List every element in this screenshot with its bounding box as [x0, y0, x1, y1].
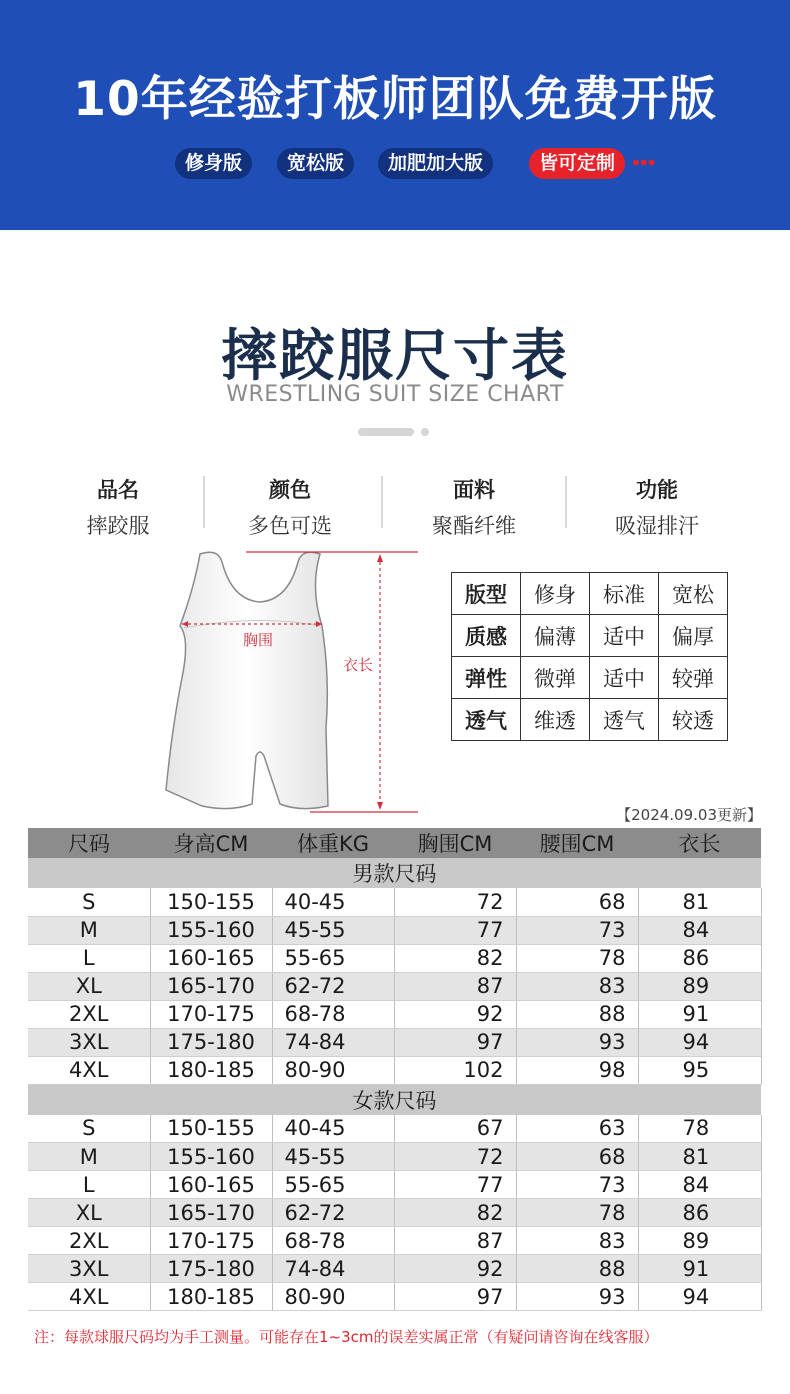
- attribute-cell: 微弹: [521, 657, 590, 699]
- decorative-dot: [421, 428, 429, 436]
- table-cell: 86: [638, 1199, 761, 1227]
- table-cell: L: [28, 944, 150, 972]
- table-row: [28, 1000, 761, 1028]
- table-cell: 81: [638, 1143, 761, 1171]
- table-row: [28, 1028, 761, 1056]
- table-cell: 102: [394, 1056, 516, 1084]
- table-cell: 73: [516, 916, 638, 944]
- attribute-row: [452, 657, 728, 699]
- info-key: 面料: [453, 478, 495, 502]
- table-cell: 45-55: [272, 916, 394, 944]
- table-cell: S: [28, 1115, 150, 1143]
- table-cell: 155-160: [150, 916, 272, 944]
- length-label: 衣长: [343, 656, 374, 674]
- table-row: [28, 1143, 761, 1171]
- divider: [381, 476, 383, 528]
- attribute-key: 质感: [452, 615, 521, 657]
- table-cell: 91: [638, 1000, 761, 1028]
- header-waist: 腰围CM: [516, 828, 638, 858]
- table-cell: 91: [638, 1255, 761, 1283]
- info-function: [577, 474, 737, 540]
- table-cell: 84: [638, 1171, 761, 1199]
- table-cell: 78: [638, 1115, 761, 1143]
- table-cell: 150-155: [150, 1115, 272, 1143]
- table-row: [28, 972, 761, 1000]
- table-cell: 62-72: [272, 972, 394, 1000]
- table-cell: 89: [638, 972, 761, 1000]
- tag-slim-fit: 修身版: [175, 148, 252, 179]
- attribute-cell: 偏薄: [521, 615, 590, 657]
- tag-plus-size: 加肥加大版: [378, 148, 493, 179]
- table-cell: 165-170: [150, 972, 272, 1000]
- table-cell: 68-78: [272, 1227, 394, 1255]
- table-cell: 170-175: [150, 1000, 272, 1028]
- table-cell: 80-90: [272, 1056, 394, 1084]
- attribute-row: [452, 615, 728, 657]
- table-row: [28, 916, 761, 944]
- divider: [565, 476, 567, 528]
- table-cell: 92: [394, 1255, 516, 1283]
- info-key: 功能: [636, 478, 678, 502]
- table-cell: M: [28, 1143, 150, 1171]
- table-cell: 94: [638, 1028, 761, 1056]
- table-cell: 83: [516, 972, 638, 1000]
- size-table-body: [28, 858, 761, 1311]
- attribute-cell: 偏厚: [659, 615, 728, 657]
- table-row: [28, 1283, 761, 1311]
- table-cell: 88: [516, 1000, 638, 1028]
- table-cell: 170-175: [150, 1227, 272, 1255]
- table-cell: 68: [516, 888, 638, 916]
- tag-customizable: 皆可定制: [529, 148, 625, 179]
- table-cell: 74-84: [272, 1255, 394, 1283]
- header-chest: 胸围CM: [394, 828, 516, 858]
- table-row: [28, 944, 761, 972]
- table-cell: 4XL: [28, 1283, 150, 1311]
- ellipsis-dots-icon: •••: [630, 151, 654, 175]
- footer-note: 注：每款球服尺码均为手工测量。可能存在1~3cm的误差实属正常（有疑问请咨询在线客服）: [34, 1328, 659, 1346]
- divider: [203, 476, 205, 528]
- table-row: [28, 1171, 761, 1199]
- info-product-name: [38, 474, 198, 540]
- table-cell: XL: [28, 972, 150, 1000]
- table-cell: 155-160: [150, 1143, 272, 1171]
- table-cell: 165-170: [150, 1199, 272, 1227]
- table-cell: S: [28, 888, 150, 916]
- table-cell: 92: [394, 1000, 516, 1028]
- section-label: 男款尺码: [28, 858, 761, 888]
- table-cell: 67: [394, 1115, 516, 1143]
- table-cell: 73: [516, 1171, 638, 1199]
- table-cell: XL: [28, 1199, 150, 1227]
- chart-subtitle: WRESTLING SUIT SIZE CHART: [226, 382, 564, 407]
- table-cell: 160-165: [150, 944, 272, 972]
- table-cell: 77: [394, 916, 516, 944]
- header-height: 身高CM: [150, 828, 272, 858]
- attribute-cell: 标准: [590, 573, 659, 615]
- table-cell: 74-84: [272, 1028, 394, 1056]
- chart-title: 摔跤服尺寸表: [221, 324, 569, 389]
- table-cell: 175-180: [150, 1028, 272, 1056]
- chest-label: 胸围: [243, 631, 274, 649]
- attribute-key: 版型: [452, 573, 521, 615]
- table-cell: 80-90: [272, 1283, 394, 1311]
- table-cell: M: [28, 916, 150, 944]
- table-cell: 68-78: [272, 1000, 394, 1028]
- table-cell: 97: [394, 1283, 516, 1311]
- table-cell: 89: [638, 1227, 761, 1255]
- table-cell: 45-55: [272, 1143, 394, 1171]
- table-cell: 87: [394, 1227, 516, 1255]
- table-row: [28, 888, 761, 916]
- table-cell: 63: [516, 1115, 638, 1143]
- size-table: [28, 828, 762, 1311]
- table-cell: 55-65: [272, 1171, 394, 1199]
- attribute-cell: 较弹: [659, 657, 728, 699]
- attribute-row: [452, 573, 728, 615]
- table-cell: 81: [638, 888, 761, 916]
- attribute-cell: 适中: [590, 657, 659, 699]
- update-date: 【2024.09.03更新】: [616, 806, 762, 824]
- header-weight: 体重KG: [272, 828, 394, 858]
- table-cell: 4XL: [28, 1056, 150, 1084]
- table-row: [28, 1255, 761, 1283]
- info-value: 聚酯纤维: [432, 514, 516, 538]
- table-cell: 83: [516, 1227, 638, 1255]
- table-cell: 68: [516, 1143, 638, 1171]
- table-cell: 55-65: [272, 944, 394, 972]
- info-value: 多色可选: [248, 514, 332, 538]
- wrestling-suit-illustration: [160, 548, 430, 818]
- banner-title: 10年经验打板师团队免费开版: [73, 72, 717, 127]
- table-row: [28, 1056, 761, 1084]
- table-cell: 93: [516, 1028, 638, 1056]
- top-banner: [0, 0, 790, 230]
- table-row: [28, 1199, 761, 1227]
- info-key: 颜色: [269, 478, 311, 502]
- attribute-row: [452, 699, 728, 741]
- table-cell: 160-165: [150, 1171, 272, 1199]
- table-cell: 95: [638, 1056, 761, 1084]
- header-size: 尺码: [28, 828, 150, 858]
- attribute-cell: 宽松: [659, 573, 728, 615]
- table-cell: 150-155: [150, 888, 272, 916]
- decorative-pill: [358, 428, 414, 436]
- attribute-cell: 较透: [659, 699, 728, 741]
- table-cell: 82: [394, 944, 516, 972]
- info-key: 品名: [97, 478, 139, 502]
- tag-loose-fit: 宽松版: [277, 148, 354, 179]
- banner-tags: [0, 148, 790, 180]
- table-cell: 3XL: [28, 1028, 150, 1056]
- attribute-key: 弹性: [452, 657, 521, 699]
- table-cell: 87: [394, 972, 516, 1000]
- table-cell: 78: [516, 944, 638, 972]
- table-cell: 180-185: [150, 1056, 272, 1084]
- table-cell: 62-72: [272, 1199, 394, 1227]
- table-cell: L: [28, 1171, 150, 1199]
- table-cell: 84: [638, 916, 761, 944]
- info-value: 摔跤服: [86, 514, 150, 538]
- table-cell: 93: [516, 1283, 638, 1311]
- table-cell: 40-45: [272, 1115, 394, 1143]
- table-cell: 78: [516, 1199, 638, 1227]
- section-label: 女款尺码: [28, 1084, 761, 1115]
- table-cell: 3XL: [28, 1255, 150, 1283]
- table-row: [28, 1227, 761, 1255]
- size-table-header: [28, 828, 761, 858]
- section-header-row: [28, 858, 761, 888]
- attribute-grid: [451, 572, 728, 741]
- info-fabric: [394, 474, 554, 540]
- attribute-cell: 维透: [521, 699, 590, 741]
- table-cell: 72: [394, 1143, 516, 1171]
- table-cell: 97: [394, 1028, 516, 1056]
- header-length: 衣长: [638, 828, 761, 858]
- table-cell: 88: [516, 1255, 638, 1283]
- info-value: 吸湿排汗: [615, 514, 699, 538]
- table-cell: 77: [394, 1171, 516, 1199]
- table-cell: 180-185: [150, 1283, 272, 1311]
- table-cell: 94: [638, 1283, 761, 1311]
- attribute-cell: 透气: [590, 699, 659, 741]
- table-cell: 82: [394, 1199, 516, 1227]
- table-cell: 40-45: [272, 888, 394, 916]
- table-cell: 2XL: [28, 1000, 150, 1028]
- table-row: [28, 1115, 761, 1143]
- table-cell: 98: [516, 1056, 638, 1084]
- attribute-key: 透气: [452, 699, 521, 741]
- info-color: [210, 474, 370, 540]
- table-cell: 2XL: [28, 1227, 150, 1255]
- attribute-cell: 适中: [590, 615, 659, 657]
- table-cell: 175-180: [150, 1255, 272, 1283]
- section-header-row: [28, 1084, 761, 1115]
- table-cell: 86: [638, 944, 761, 972]
- attribute-cell: 修身: [521, 573, 590, 615]
- table-cell: 72: [394, 888, 516, 916]
